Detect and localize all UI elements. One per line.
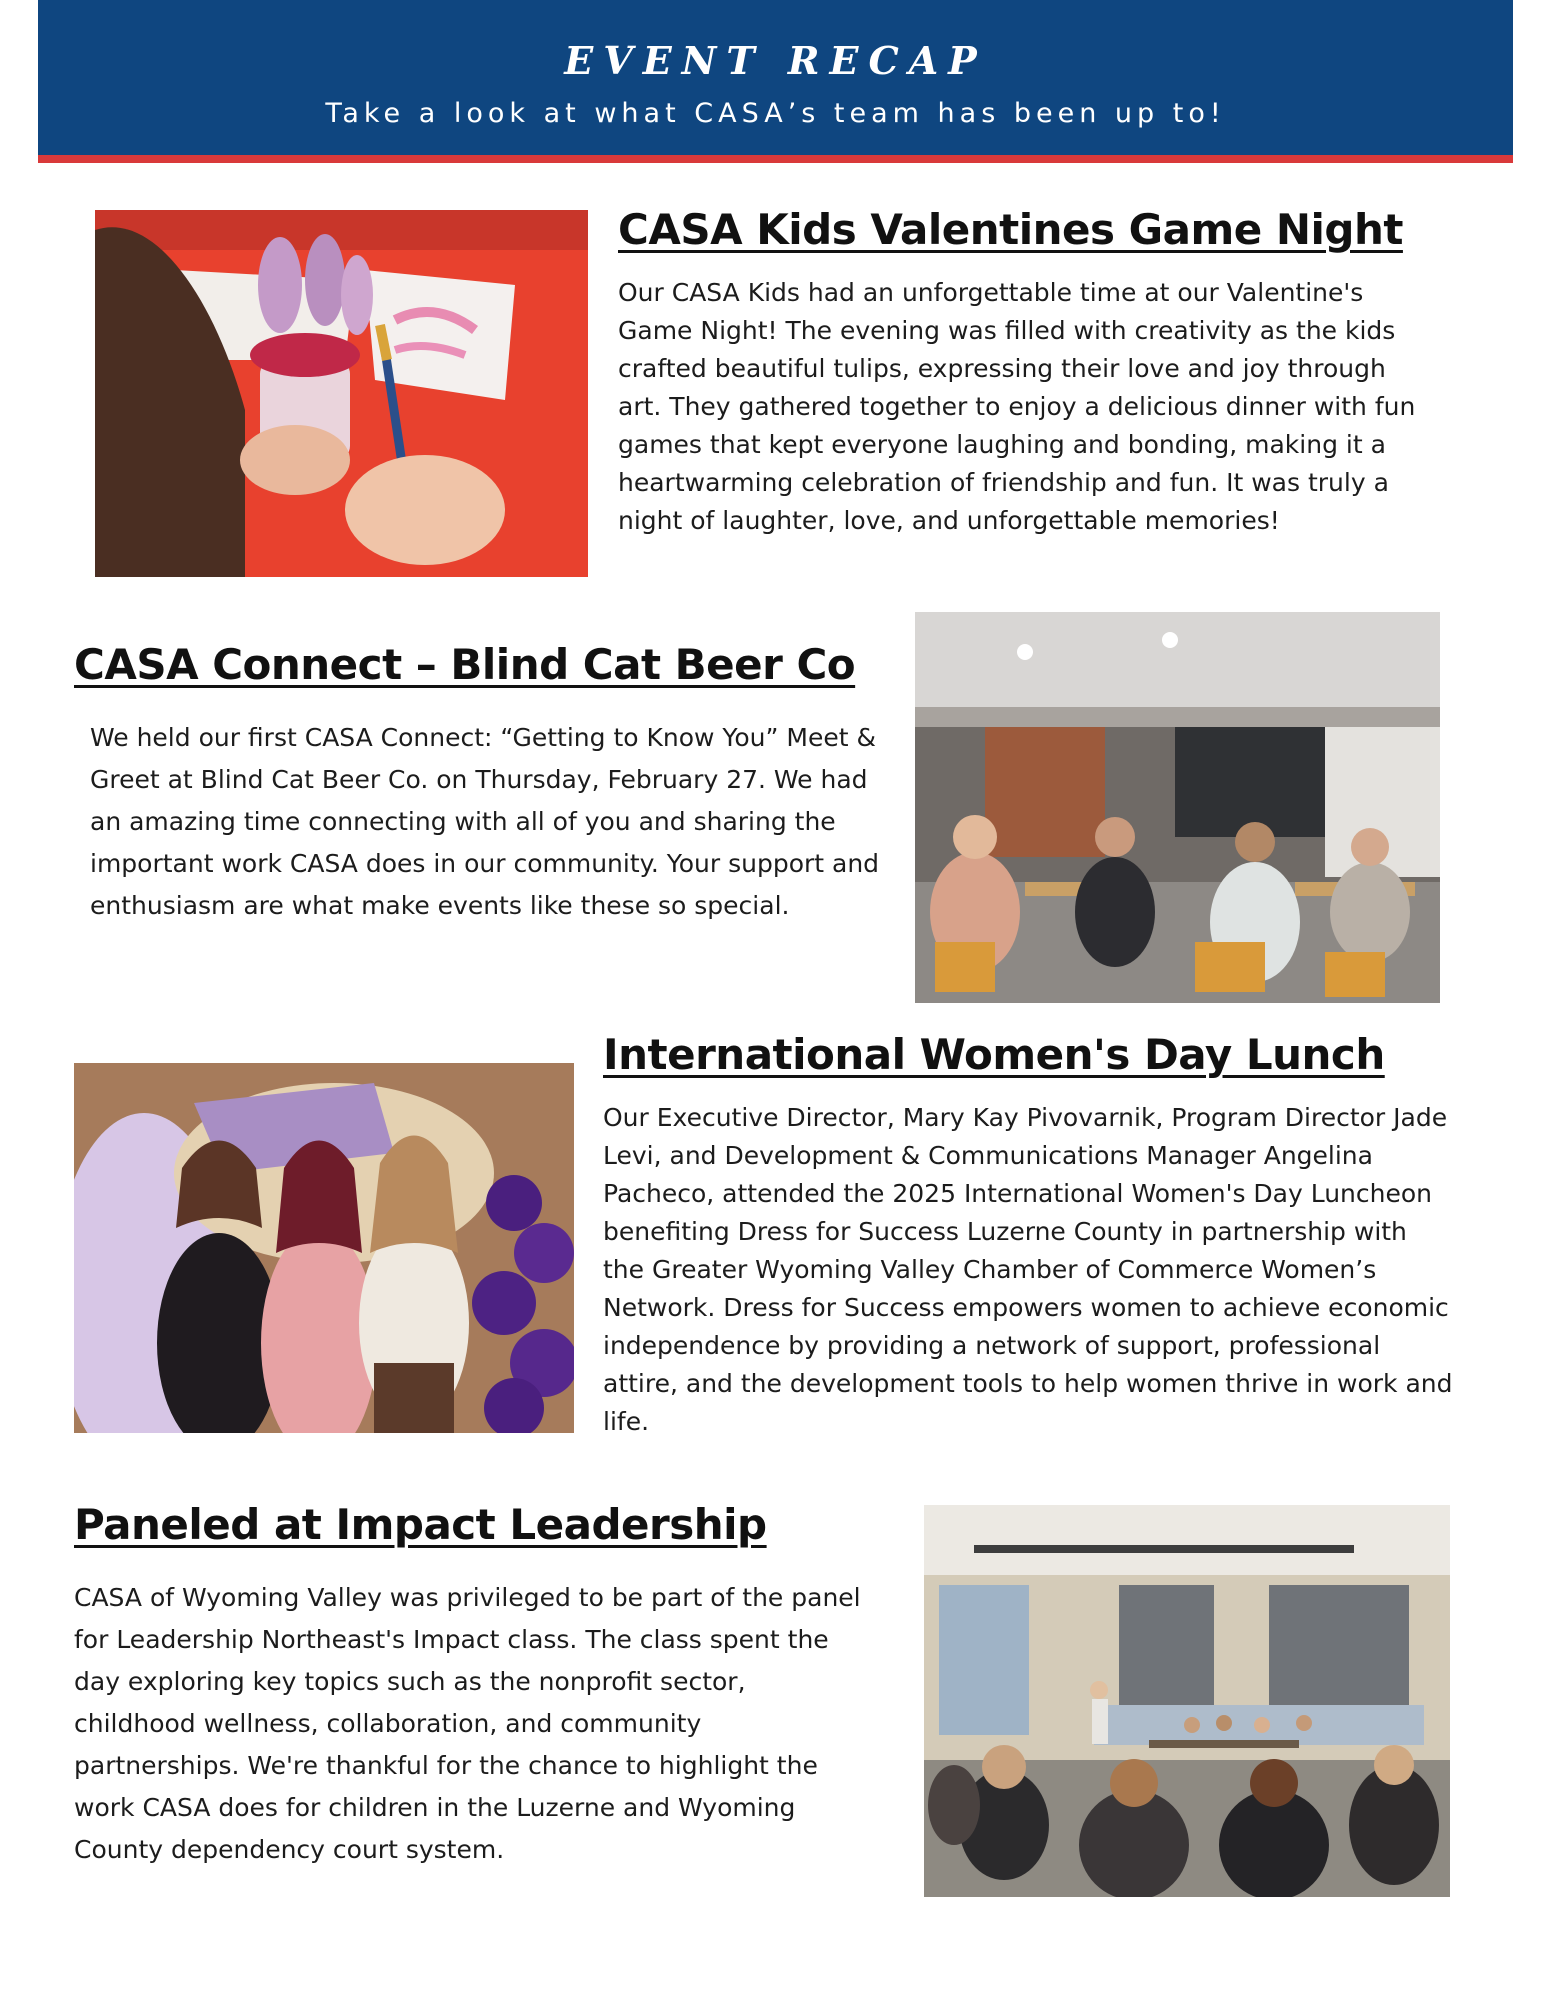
section-title-valentines: CASA Kids Valentines Game Night xyxy=(618,205,1403,254)
section-body-womens-day: Our Executive Director, Mary Kay Pivovarnik, Program Director Jade Levi, and Development & Communications Manager Angelina Pacheco, attended the 2025 International Women's Day Luncheon benefiting Dress for Success Luzerne County in partnership with the Greater Wyoming Valley Chamber of Commerce Women’s Network. Dress for Success empowers women to achieve economic independence by providing a network of support, professional attire, and the development tools to help women thrive in work and life. xyxy=(603,1103,1453,1436)
banner-subtitle: Take a look at what CASA’s team has been up to! xyxy=(325,98,1226,129)
blind-cat-beer-photo xyxy=(915,612,1440,1003)
section-title-casa-connect: CASA Connect – Blind Cat Beer Co xyxy=(74,640,856,689)
section-title-womens-day: International Women's Day Lunch xyxy=(603,1030,1385,1079)
event-recap-banner xyxy=(38,0,1513,163)
section-body-valentines: Our CASA Kids had an unforgettable time at our Valentine's Game Night! The evening was filled with creativity as the kids crafted beautiful tulips, expressing their love and joy through art. They gathered together to enjoy a delicious dinner with fun games that kept everyone laughing and bonding, making it a heartwarming celebration of friendship and fun. It was truly a night of laughter, love, and unforgettable memories! xyxy=(618,278,1416,535)
section-title-impact-leadership: Paneled at Impact Leadership xyxy=(74,1500,767,1549)
section-body-casa-connect: We held our first CASA Connect: “Getting to Know You” Meet & Greet at Blind Cat Beer Co. on Thursday, February 27. We had an amazing time connecting with all of you and sharing the important work CASA does in our community. Your support and enthusiasm are what make events like these so special. xyxy=(90,723,880,920)
impact-leadership-panel-photo xyxy=(924,1505,1450,1897)
valentines-craft-photo xyxy=(95,210,588,577)
banner-title: EVENT RECAP xyxy=(564,38,987,83)
section-body-impact-leadership: CASA of Wyoming Valley was privileged to be part of the panel for Leadership Northeast's Impact class. The class spent the day exploring key topics such as the nonprofit sector, childhood wellness, collaboration, and community partnerships. We're thankful for the chance to highlight the work CASA does for children in the Luzerne and Wyoming County dependency court system. xyxy=(74,1583,861,1864)
womens-day-lunch-photo xyxy=(74,1063,574,1433)
